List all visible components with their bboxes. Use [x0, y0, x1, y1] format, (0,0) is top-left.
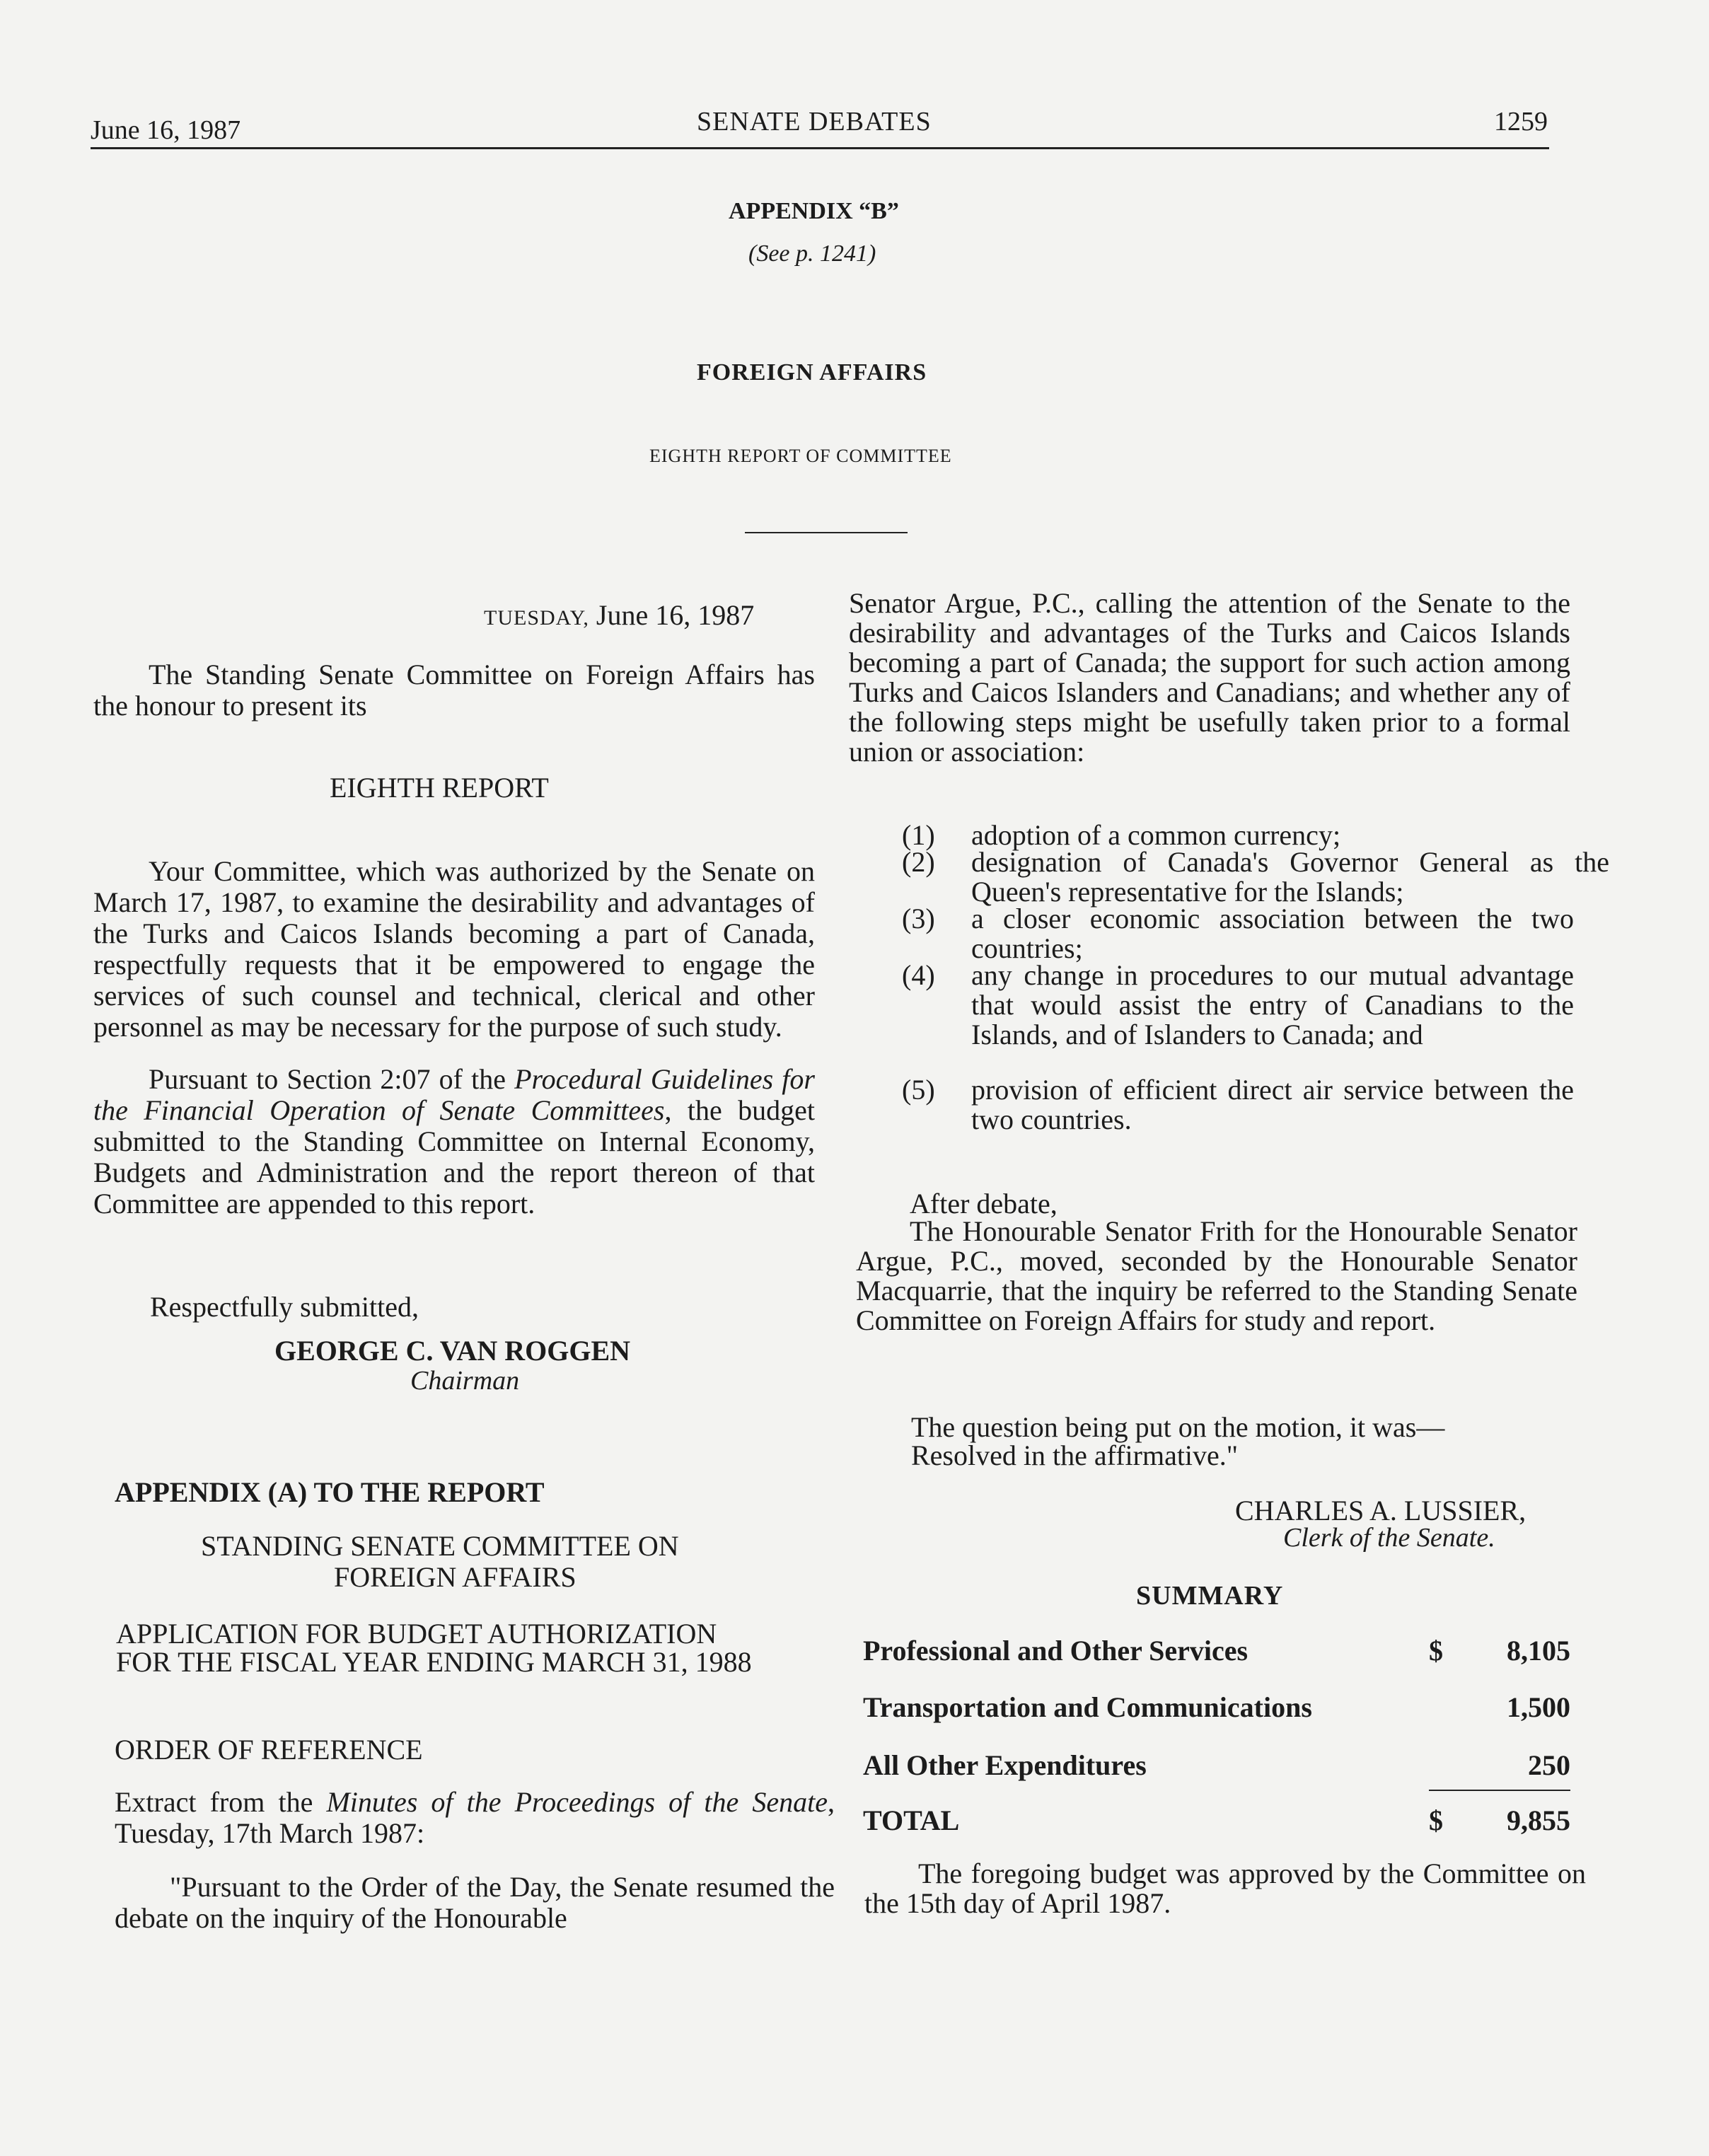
table-row: [863, 1691, 1570, 1725]
para2-text-b: , the budget submitted to the Standing Committee on Internal Economy, Budgets and Administration and the report thereon of that Committee are appended to this report.: [93, 1094, 815, 1219]
summary-dollar-sign: $: [1429, 1635, 1443, 1667]
summary-label: Professional and Other Services: [863, 1635, 1249, 1667]
list-item: [902, 961, 1574, 1050]
summary-heading: SUMMARY: [1136, 1581, 1284, 1611]
report-body: [93, 856, 815, 1219]
list-item-text: designation of Canada's Governor General as the Queen's representative for the Islands;: [971, 846, 1609, 908]
total-rule: [1429, 1790, 1570, 1791]
list-item-number: (3): [902, 903, 935, 934]
list-item-number: (4): [902, 959, 935, 991]
list-item: [902, 847, 1609, 907]
extract-text-b: , Tuesday, 17th March 1987:: [115, 1786, 835, 1849]
summary-value: 250: [1528, 1749, 1570, 1781]
section-title: FOREIGN AFFAIRS: [697, 359, 927, 386]
question-line-1: The question being put on the motion, it was—: [911, 1411, 1445, 1443]
motion-paragraph: The Honourable Senator Frith for the Honourable Senator Argue, P.C., moved, seconded by the Honourable Senator Macquarrie, that the inquiry be referred to the Standing Senate Committee on Foreign Affairs for study and report.: [856, 1215, 1577, 1336]
steps-list: [902, 819, 1638, 1135]
committee-line-2: FOREIGN AFFAIRS: [334, 1561, 577, 1593]
continuation-paragraph: Senator Argue, P.C., calling the attention of the Senate to the desirability and advantages of the Turks and Caicos Islands becoming a part of Canada; the support for such action among Turks and Caicos Islanders and Canadians; and whether any of the following steps might be usefully taken prior to a formal union or association:: [849, 587, 1570, 767]
list-item-number: (5): [902, 1074, 935, 1106]
approval-paragraph: The foregoing budget was approved by the Committee on the 15th day of April 1987.: [864, 1857, 1586, 1919]
list-item-text: any change in procedures to our mutual advantage that would assist the entry of Canadians to the Islands, and of Islanders to Canada; and: [971, 959, 1574, 1050]
summary-table: [863, 1634, 1570, 1846]
order-heading: ORDER OF REFERENCE: [115, 1734, 423, 1766]
committee-line-1: STANDING SENATE COMMITTEE ON: [201, 1530, 679, 1562]
signer-name: GEORGE C. VAN ROGGEN: [274, 1335, 631, 1367]
after-debate: After debate,: [910, 1188, 1058, 1219]
extract-paragraph: [115, 1787, 835, 1849]
list-item: [902, 1075, 1574, 1135]
section-subtitle: EIGHTH REPORT OF COMMITTEE: [649, 446, 952, 466]
section-divider: [745, 532, 908, 533]
closing: Respectfully submitted,: [150, 1291, 419, 1323]
clerk-name: CHARLES A. LUSSIER,: [1235, 1495, 1526, 1526]
appendix-see-reference: (See p. 1241): [748, 240, 876, 267]
extract-block: [115, 1787, 835, 1934]
dateline-day: TUESDAY,: [484, 606, 589, 630]
report-intro: [93, 659, 815, 721]
extract-text-a: Extract from the: [115, 1786, 327, 1818]
list-item-text: provision of efficient direct air service between the two countries.: [971, 1074, 1574, 1135]
header-page-number: 1259: [1494, 107, 1548, 137]
header-date: June 16, 1987: [91, 115, 241, 145]
question-line-2: Resolved in the affirmative.": [911, 1439, 1239, 1471]
report-paragraph-1: Your Committee, which was authorized by the Senate on March 17, 1987, to examine the desirability and advantages of the Turks and Caicos Islands becoming a part of Canada, respectfully requests that it be empowered to engage the services of such counsel and technical, clerical and other personnel as may be necessary for the purpose of such study.: [93, 855, 815, 1043]
clerk-title: Clerk of the Senate.: [1283, 1523, 1495, 1553]
list-item: [902, 904, 1574, 963]
total-value: 9,855: [1507, 1804, 1570, 1836]
report-heading: EIGHTH REPORT: [330, 772, 549, 804]
summary-value: 1,500: [1507, 1691, 1570, 1723]
list-item-number: (2): [902, 846, 935, 878]
para2-guidelines-title: Procedural Guidelines for the Financial Operation of Senate Committees: [93, 1063, 815, 1126]
total-label: TOTAL: [863, 1804, 960, 1836]
dateline-date: June 16, 1987: [596, 599, 755, 631]
appendix-a-title: APPENDIX (A) TO THE REPORT: [115, 1476, 545, 1508]
list-item-text: a closer economic association between the two countries;: [971, 903, 1574, 964]
application-line-1: APPLICATION FOR BUDGET AUTHORIZATION: [116, 1618, 717, 1650]
summary-value: 8,105: [1507, 1635, 1570, 1667]
total-row: [863, 1804, 1570, 1838]
extract-minutes-title: Minutes of the Proceedings of the Senate: [326, 1786, 828, 1818]
summary-label: Transportation and Communications: [863, 1691, 1312, 1723]
summary-label: All Other Expenditures: [863, 1749, 1147, 1781]
report-paragraph-2: [93, 1064, 815, 1219]
appendix-title: APPENDIX “B”: [729, 198, 899, 224]
total-dollar-sign: $: [1429, 1804, 1443, 1836]
intro-paragraph: The Standing Senate Committee on Foreign Affairs has the honour to present its: [93, 659, 815, 721]
signer-title: Chairman: [410, 1366, 520, 1396]
list-item-text: adoption of a common currency;: [971, 819, 1341, 851]
header-rule: [91, 147, 1549, 149]
dateline: [484, 598, 754, 632]
table-row: [863, 1634, 1570, 1668]
list-item-number: (1): [902, 819, 935, 851]
header-publication: SENATE DEBATES: [697, 107, 932, 137]
table-row: [863, 1749, 1570, 1783]
quote-start: "Pursuant to the Order of the Day, the Senate resumed the debate on the inquiry of the Honourable: [115, 1871, 835, 1934]
application-line-2: FOR THE FISCAL YEAR ENDING MARCH 31, 1988: [116, 1646, 752, 1678]
para2-text-a: Pursuant to Section 2:07 of the: [149, 1063, 515, 1095]
